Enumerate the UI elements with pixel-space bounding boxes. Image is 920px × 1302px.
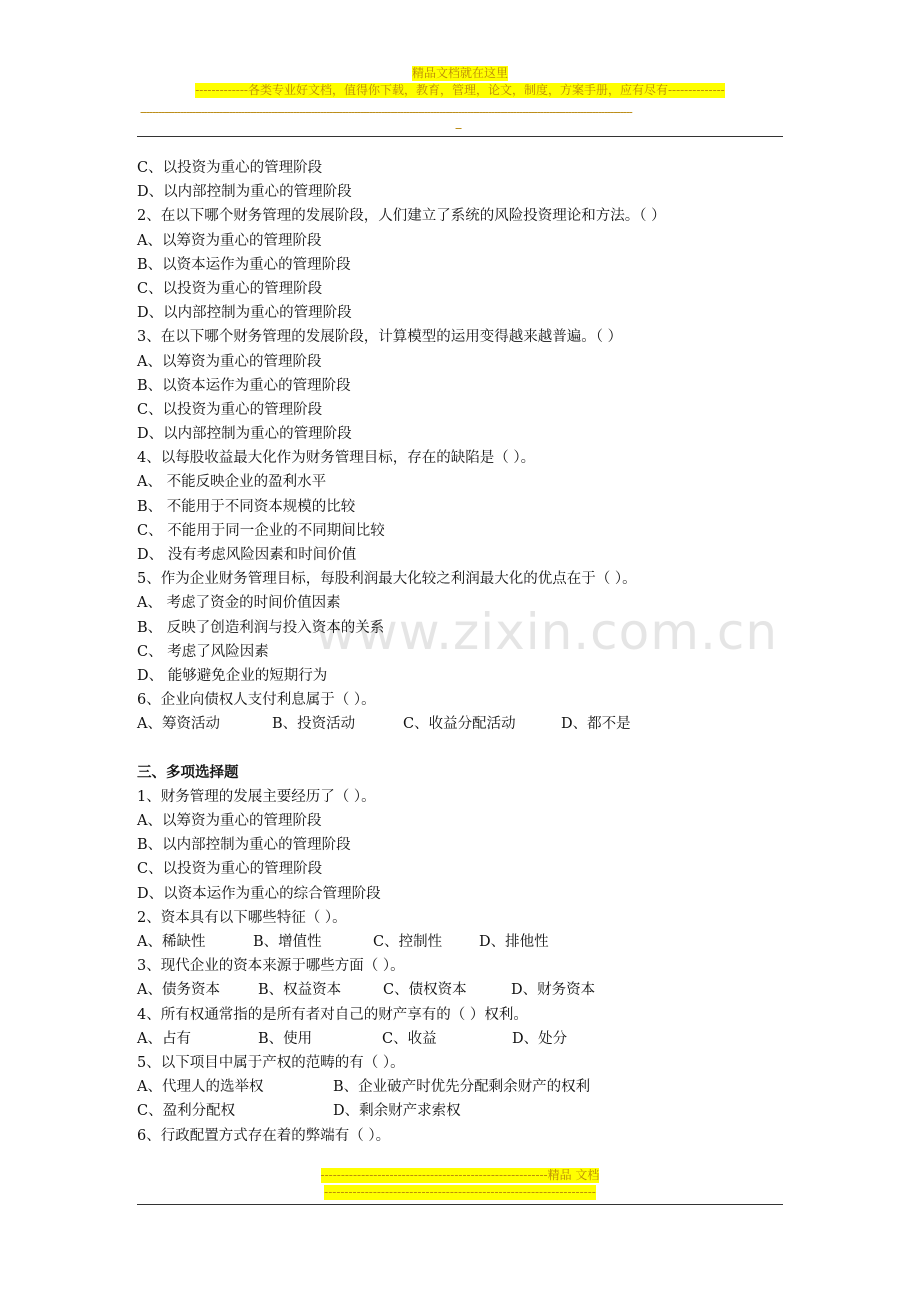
header-rule <box>137 136 783 137</box>
text-line: A、 考虑了资金的时间价值因素 <box>137 595 341 612</box>
multi-question-6: 6、行政配置方式存在着的弊端有（ ）。 <box>137 1127 391 1144</box>
text-line: D、以内部控制为重心的管理阶段 <box>137 305 352 322</box>
section-title: 三、多项选择题 <box>137 763 239 781</box>
text-line: D、以内部控制为重心的管理阶段 <box>137 426 352 443</box>
text-line: C、以投资为重心的管理阶段 <box>137 401 323 418</box>
header-slogan: -------------各类专业好文档，值得你下载，教育，管理，论文，制度，方案手册，应有尽有-------------- <box>195 83 725 97</box>
header-dashes: ----------------------------------------------------------------------------------------------------------------------------------------------------------------- <box>140 106 632 118</box>
option: A、稀缺性 <box>137 934 206 950</box>
multi-question-4: 4、所有权通常指的是所有者对自己的财产享有的（ ）权利。 <box>137 1006 528 1023</box>
q6-options <box>137 712 783 736</box>
text-line: D、以内部控制为重心的管理阶段 <box>137 184 352 201</box>
multi-question-5: 5、以下项目中属于产权的范畴的有（ ）。 <box>137 1054 405 1071</box>
option: A、债务资本 <box>137 982 220 999</box>
text-line: C、 考虑了风险因素 <box>137 643 269 660</box>
m5-options-row1 <box>137 1075 783 1099</box>
document-body <box>137 156 783 1148</box>
question-3: 3、在以下哪个财务管理的发展阶段，计算模型的运用变得越来越普遍。（ ） <box>137 329 623 346</box>
text-line: C、以投资为重心的管理阶段 <box>137 160 323 176</box>
text-line: D、 没有考虑风险因素和时间价值 <box>137 547 357 563</box>
text-line: D、 能够避免企业的短期行为 <box>137 667 328 684</box>
header-title: 精品文档就在这里 <box>411 66 508 80</box>
multi-question-1: 1、财务管理的发展主要经历了（ ）。 <box>137 788 376 805</box>
option: C、盈利分配权 <box>137 1103 236 1120</box>
question-2: 2、在以下哪个财务管理的发展阶段，人们建立了系统的风险投资理论和方法。（ ） <box>137 208 666 225</box>
option: D、排他性 <box>479 934 549 950</box>
option: C、债权资本 <box>383 982 467 999</box>
option: B、投资活动 <box>272 716 356 733</box>
option: D、剩余财产求索权 <box>333 1103 461 1120</box>
text-line: A、以筹资为重心的管理阶段 <box>137 353 322 370</box>
option: B、企业破产时优先分配剩余财产的权利 <box>333 1079 591 1096</box>
question-5: 5、作为企业财务管理目标，每股利润最大化较之利润最大化的优点在于（ ）。 <box>137 571 637 588</box>
text-line: C、以投资为重心的管理阶段 <box>137 861 323 878</box>
option: A、代理人的选举权 <box>137 1079 264 1096</box>
text-line: B、 反映了创造利润与投入资本的关系 <box>137 619 385 636</box>
text-line: C、以投资为重心的管理阶段 <box>137 280 323 297</box>
option: B、增值性 <box>253 934 322 950</box>
multi-question-3: 3、现代企业的资本来源于哪些方面（ ）。 <box>137 958 405 975</box>
text-line: B、 不能用于不同资本规模的比较 <box>137 498 356 515</box>
text-line: A、以筹资为重心的管理阶段 <box>137 813 322 830</box>
footer-line-2: ------------------------------------------------------------------- <box>324 1185 596 1199</box>
option: B、权益资本 <box>258 982 342 999</box>
page-header <box>0 66 920 100</box>
text-line: B、以资本运作为重心的管理阶段 <box>137 377 351 394</box>
multi-question-2: 2、资本具有以下哪些特征（ ）。 <box>137 909 347 926</box>
m4-options <box>137 1027 783 1051</box>
footer-line-1: --------------------------------------------------------精品 文档 <box>320 1168 600 1182</box>
question-4: 4、以每股收益最大化作为财务管理目标，存在的缺陷是（ ）。 <box>137 450 536 467</box>
question-6: 6、企业向债权人支付利息属于（ ）。 <box>137 692 376 709</box>
m2-options <box>137 930 783 954</box>
text-line: A、以筹资为重心的管理阶段 <box>137 232 322 249</box>
option: D、财务资本 <box>511 982 596 999</box>
m3-options <box>137 978 783 1002</box>
text-line: C、 不能用于同一企业的不同期间比较 <box>137 522 385 539</box>
option: B、使用 <box>258 1030 313 1047</box>
watermark: www.zixin.com.cn <box>315 603 779 661</box>
option: C、收益分配活动 <box>403 716 516 733</box>
option: D、处分 <box>512 1030 568 1047</box>
text-line: A、 不能反映企业的盈利水平 <box>137 474 327 491</box>
header-dashes-tail: -- <box>455 122 462 134</box>
option: C、控制性 <box>373 934 443 950</box>
footer-rule <box>137 1204 783 1205</box>
option: C、收益 <box>382 1030 437 1047</box>
option: D、都不是 <box>561 716 631 733</box>
text-line: B、以内部控制为重心的管理阶段 <box>137 837 351 854</box>
page-footer <box>0 1168 920 1202</box>
option: A、筹资活动 <box>137 716 220 733</box>
m5-options-row2 <box>137 1099 783 1123</box>
option: A、占有 <box>137 1030 191 1047</box>
text-line: B、以资本运作为重心的管理阶段 <box>137 256 351 273</box>
text-line: D、以资本运作为重心的综合管理阶段 <box>137 885 381 902</box>
